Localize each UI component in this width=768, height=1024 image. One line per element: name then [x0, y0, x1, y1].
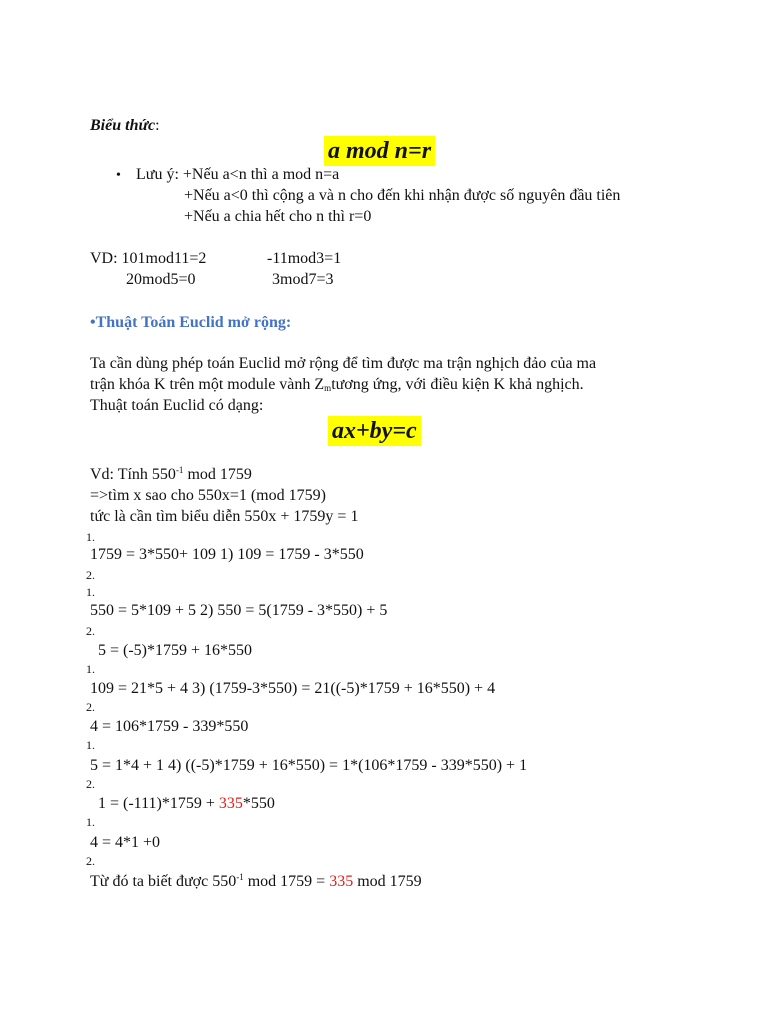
step-line-7: 1 = (-111)*1759 + 335*550: [98, 795, 275, 812]
vd-line-2: =>tìm x sao cho 550x=1 (mod 1759): [90, 487, 326, 504]
note-line-1: Lưu ý: +Nếu a<n thì a mod n=a: [136, 166, 340, 183]
vd-line-3: tức là cần tìm biểu diễn 550x + 1759y = 1: [90, 508, 359, 525]
para-line-2: trận khóa K trên một module vành $Z_mtương$ ứng, với điều kiện K khả nghịch.: [90, 376, 584, 393]
section-title: •Thuật Toán Euclid mở rộng:: [90, 314, 292, 331]
step-number: 2.: [86, 700, 95, 714]
note-line-3: +Nếu a chia hết cho n thì r=0: [184, 208, 372, 225]
step-line-1: 1759 = 3*550+ 109 1) 109 = 1759 - 3*550: [90, 546, 364, 563]
step-line-3: 5 = (-5)*1759 + 16*550: [98, 642, 253, 659]
step-number: 2.: [86, 854, 95, 868]
conclusion: Từ đó ta biết được $550^{-1}$ mod 1759 = 335 mod 1759: [90, 872, 422, 890]
example-3: 20mod5=0: [126, 271, 196, 288]
vd-line-1: Vd: Tính $550^{-1}$ mod 1759: [90, 465, 252, 483]
example-2: -11mod3=1: [267, 250, 342, 267]
step-number: 1.: [86, 662, 95, 676]
step-number: 2.: [86, 624, 95, 638]
step-line-5: 4 = 106*1759 - 339*550: [90, 718, 249, 735]
formula-mod: a mod n=r: [324, 136, 435, 166]
step-line-4: 109 = 21*5 + 4 3) (1759-3*550) = 21((-5)*1759 + 16*550) + 4: [90, 680, 496, 697]
step-number: 2.: [86, 777, 95, 791]
step-number: 1.: [86, 738, 95, 752]
note-line-2: +Nếu a<0 thì cộng a và n cho đến khi nhận được số nguyên đầu tiên: [184, 187, 621, 204]
step-line-6: 5 = 1*4 + 1 4) ((-5)*1759 + 16*550) = 1*(106*1759 - 339*550) + 1: [90, 757, 528, 774]
step-number: 1.: [86, 530, 95, 544]
bullet-icon: •: [116, 168, 121, 183]
formula-euclid: ax+by=c: [328, 416, 421, 446]
step-number: 1.: [86, 815, 95, 829]
para-line-3: Thuật toán Euclid có dạng:: [90, 397, 264, 414]
step-number: 1.: [86, 585, 95, 599]
step-line-2: 550 = 5*109 + 5 2) 550 = 5(1759 - 3*550) + 5: [90, 602, 388, 619]
example-4: 3mod7=3: [272, 271, 334, 288]
step-line-8: 4 = 4*1 +0: [90, 834, 161, 851]
heading: Biểu thức:: [90, 117, 160, 134]
step-number: 2.: [86, 568, 95, 582]
para-line-1: Ta cần dùng phép toán Euclid mở rộng để tìm được ma trận nghịch đảo của ma: [90, 355, 597, 372]
example-1: VD: 101mod11=2: [90, 250, 207, 267]
